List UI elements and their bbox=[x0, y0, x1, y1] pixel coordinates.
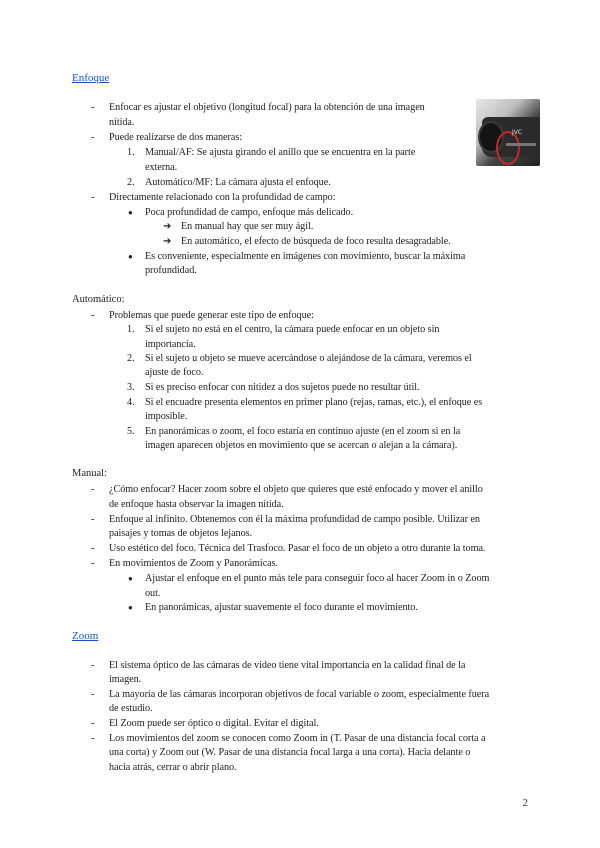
number-marker: 2. bbox=[127, 177, 135, 188]
list-item-cont: de estudio. bbox=[109, 703, 153, 714]
list-item: Automático/MF: La cámara ajusta el enfoque. bbox=[145, 177, 331, 188]
list-item: Directamente relacionado con la profundidad de campo: bbox=[109, 192, 336, 203]
list-item-cont: profundidad. bbox=[145, 265, 197, 276]
heading-zoom[interactable]: Zoom bbox=[72, 630, 99, 642]
number-marker: 1. bbox=[127, 147, 135, 158]
list-item: Los movimientos del zoom se conocen como Zoom in (T. Pasar de una distancia focal corta a bbox=[109, 733, 486, 744]
list-item-cont: externa. bbox=[145, 162, 178, 173]
list-item-cont: out. bbox=[145, 588, 161, 599]
camera-photo bbox=[476, 99, 540, 166]
number-marker: 4. bbox=[127, 397, 135, 408]
list-item: Si el encuadre presenta elementos en primer plano (rejas, ramas, etc.), el enfoque es bbox=[145, 397, 483, 408]
list-item-cont: de enfoque hasta observar la imagen nítida. bbox=[109, 499, 284, 510]
list-item-cont: nítida. bbox=[109, 117, 135, 128]
heading-automatico: Automático: bbox=[72, 294, 125, 305]
arrow-marker: ➔ bbox=[163, 236, 172, 247]
dash-marker: - bbox=[91, 192, 95, 203]
list-item-cont: importancia. bbox=[145, 339, 196, 350]
list-item: Manual/AF: Se ajusta girando el anillo que se encuentra en la parte bbox=[145, 147, 416, 158]
list-item: Si el sujeto u objeto se mueve acercándose o alejándose de la cámara, veremos el bbox=[145, 353, 472, 364]
dash-marker: - bbox=[91, 514, 95, 525]
list-item: Si el sujeto no está en el centro, la cámara puede enfocar en un objeto sin bbox=[145, 324, 440, 335]
dash-marker: - bbox=[91, 102, 95, 113]
list-item: Uso estético del foco. Técnica del Trasfoco. Pasar el foco de un objeto a otro durante la toma. bbox=[109, 543, 486, 554]
dash-marker: - bbox=[91, 310, 95, 321]
heading-manual: Manual: bbox=[72, 468, 107, 479]
number-marker: 5. bbox=[127, 426, 135, 437]
list-item: En movimientos de Zoom y Panorámicas. bbox=[109, 558, 279, 569]
list-item-cont: una corta) y Zoom out (W. Pasar de una distancia focal larga a una corta). Hacia delante o bbox=[109, 747, 471, 758]
camera-strip bbox=[506, 143, 536, 146]
number-marker: 3. bbox=[127, 382, 135, 393]
arrow-marker: ➔ bbox=[163, 221, 172, 232]
list-item: Poca profundidad de campo, enfoque más delicado. bbox=[145, 207, 354, 218]
bullet-marker: ● bbox=[128, 574, 133, 583]
list-item: Ajustar el enfoque en el punto más tele para conseguir foco al hacer Zoom in o Zoom bbox=[145, 573, 490, 584]
heading-enfoque[interactable]: Enfoque bbox=[72, 72, 110, 84]
list-item-cont: imagen. bbox=[109, 674, 142, 685]
list-item: La mayoría de las cámaras incorporan objetivos de focal variable o zoom, especialmente fuera bbox=[109, 689, 490, 700]
list-item: En panorámicas, ajustar suavemente el foco durante el movimiento. bbox=[145, 602, 418, 613]
dash-marker: - bbox=[91, 733, 95, 744]
list-item-cont: paisajes y tomas de objetos lejanos. bbox=[109, 528, 253, 539]
dash-marker: - bbox=[91, 660, 95, 671]
dash-marker: - bbox=[91, 484, 95, 495]
dash-marker: - bbox=[91, 718, 95, 729]
list-item: En panorámicas o zoom, el foco estaría en continuo ajuste (en el zoom si en la bbox=[145, 426, 461, 437]
dash-marker: - bbox=[91, 558, 95, 569]
dash-marker: - bbox=[91, 132, 95, 143]
list-item: ¿Cómo enfocar? Hacer zoom sobre el objeto que quieres que esté enfocado y mover el anillo bbox=[109, 484, 483, 495]
list-item: El sistema óptico de las cámaras de video tiene vital importancia en la calidad final de la bbox=[109, 660, 466, 671]
list-item-cont: imagen aparecen objetos en movimiento que se acercan o alejan a la cámara). bbox=[145, 440, 458, 451]
focus-ring-highlight bbox=[496, 129, 523, 165]
list-item-cont: ajuste de foco. bbox=[145, 367, 204, 378]
list-item: Problemas que puede generar este tipo de enfoque: bbox=[109, 310, 314, 321]
number-marker: 1. bbox=[127, 324, 135, 335]
list-item: Es conveniente, especialmente en imágenes con movimiento, buscar la máxima bbox=[145, 251, 466, 262]
list-item-cont: hacia atrás, cerrar o abrir plano. bbox=[109, 762, 237, 773]
list-item: Puede realizarse de dos maneras: bbox=[109, 132, 243, 143]
page-number: 2 bbox=[522, 797, 528, 809]
bullet-marker: ● bbox=[128, 252, 133, 261]
list-item: En automático, el efecto de búsqueda de foco resulta desagradable. bbox=[181, 236, 451, 247]
dash-marker: - bbox=[91, 689, 95, 700]
bullet-marker: ● bbox=[128, 208, 133, 217]
list-item: Enfoque al infinito. Obtenemos con él la máxima profundidad de campo posible. Utilizar en bbox=[109, 514, 480, 525]
list-item: En manual hay que ser muy ágil. bbox=[181, 221, 314, 232]
bullet-marker: ● bbox=[128, 603, 133, 612]
list-item: El Zoom puede ser óptico o digital. Evitar el digital. bbox=[109, 718, 319, 729]
list-item: Enfocar es ajustar el objetivo (longitud focal) para la obtención de una imagen bbox=[109, 102, 425, 113]
list-item: Si es preciso enfocar con nitidez a dos sujetos puede no resultar útil. bbox=[145, 382, 420, 393]
dash-marker: - bbox=[91, 543, 95, 554]
camera-logo: JVC bbox=[512, 129, 523, 136]
list-item-cont: imposible. bbox=[145, 411, 188, 422]
number-marker: 2. bbox=[127, 353, 135, 364]
